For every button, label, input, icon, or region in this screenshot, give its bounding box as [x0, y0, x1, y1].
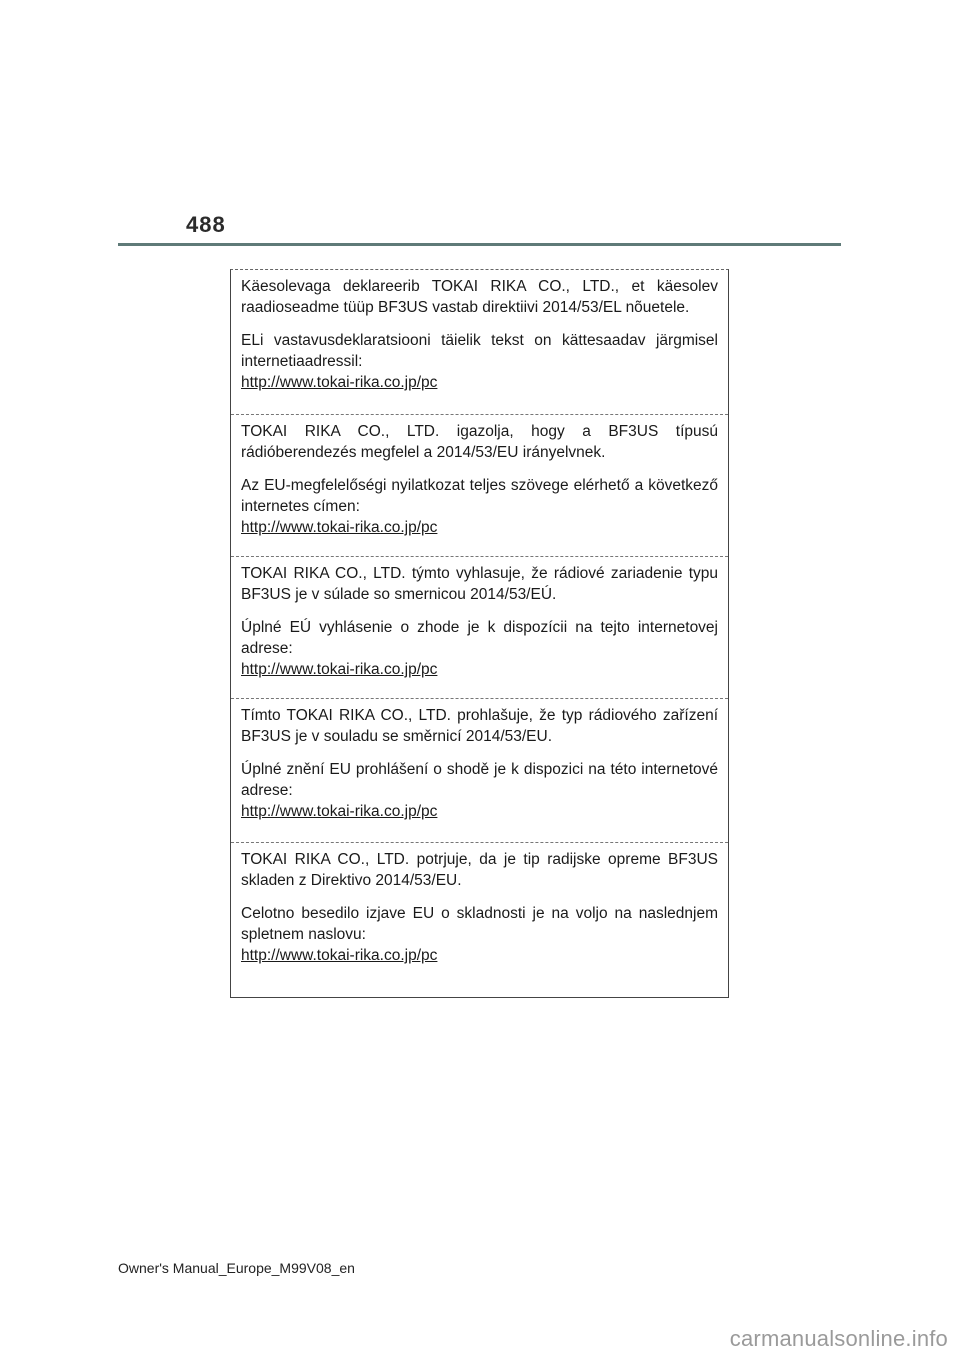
availability-text: [241, 759, 718, 822]
availability-label: Celotno besedilo izjave EU o skladnosti je na voljo na naslednjem spletnem naslovu:: [241, 905, 718, 943]
notice-estonian: [231, 270, 728, 393]
declaration-url-link[interactable]: http://www.tokai-rika.co.jp/pc: [241, 374, 438, 391]
notice-czech: [231, 698, 728, 822]
availability-text: [241, 617, 718, 680]
header-rule: [118, 243, 841, 246]
declaration-statement: Käesolevaga deklareerib TOKAI RIKA CO., LTD., et käesolev raadioseadme tüüp BF3US vastab direktiivi 2014/53/EL nõuetele.: [241, 278, 718, 316]
availability-label: ELi vastavusdeklaratsiooni täielik tekst on kättesaadav järgmisel internetiaadressil:: [241, 332, 718, 370]
availability-text: [241, 903, 718, 966]
declaration-statement: TOKAI RIKA CO., LTD. igazolja, hogy a BF3US típusú rádióberendezés megfelel a 2014/53/EU irányelvnek.: [241, 423, 718, 461]
declaration-url-link[interactable]: http://www.tokai-rika.co.jp/pc: [241, 947, 438, 964]
notice-hungarian: [231, 414, 728, 538]
notice-slovenian: [231, 842, 728, 966]
availability-label: Az EU-megfelelőségi nyilatkozat teljes szövege elérhető a következő internetes címen:: [241, 477, 718, 515]
declaration-url-link[interactable]: http://www.tokai-rika.co.jp/pc: [241, 519, 438, 536]
declaration-url-link[interactable]: http://www.tokai-rika.co.jp/pc: [241, 661, 438, 678]
declaration-statement: Tímto TOKAI RIKA CO., LTD. prohlašuje, že typ rádiového zařízení BF3US je v souladu se směrnicí 2014/53/EU.: [241, 707, 718, 745]
availability-text: [241, 330, 718, 393]
footer-manual-id: Owner's Manual_Europe_M99V08_en: [118, 1260, 355, 1276]
declaration-box: [230, 269, 729, 998]
declaration-url-link[interactable]: http://www.tokai-rika.co.jp/pc: [241, 803, 438, 820]
declaration-statement: TOKAI RIKA CO., LTD. potrjuje, da je tip radijske opreme BF3US skladen z Direktivo 2014/53/EU.: [241, 851, 718, 889]
declaration-statement: TOKAI RIKA CO., LTD. týmto vyhlasuje, že rádiové zariadenie typu BF3US je v súlade so smernicou 2014/53/EÚ.: [241, 565, 718, 603]
availability-label: Úplné EÚ vyhlásenie o zhode je k dispozícii na tejto internetovej adrese:: [241, 619, 718, 657]
availability-label: Úplné znění EU prohlášení o shodě je k dispozici na této internetové adrese:: [241, 761, 718, 799]
watermark: carmanualsonline.info: [729, 1326, 948, 1351]
notice-slovak: [231, 556, 728, 680]
availability-text: [241, 475, 718, 538]
page-number: 488: [186, 212, 226, 237]
